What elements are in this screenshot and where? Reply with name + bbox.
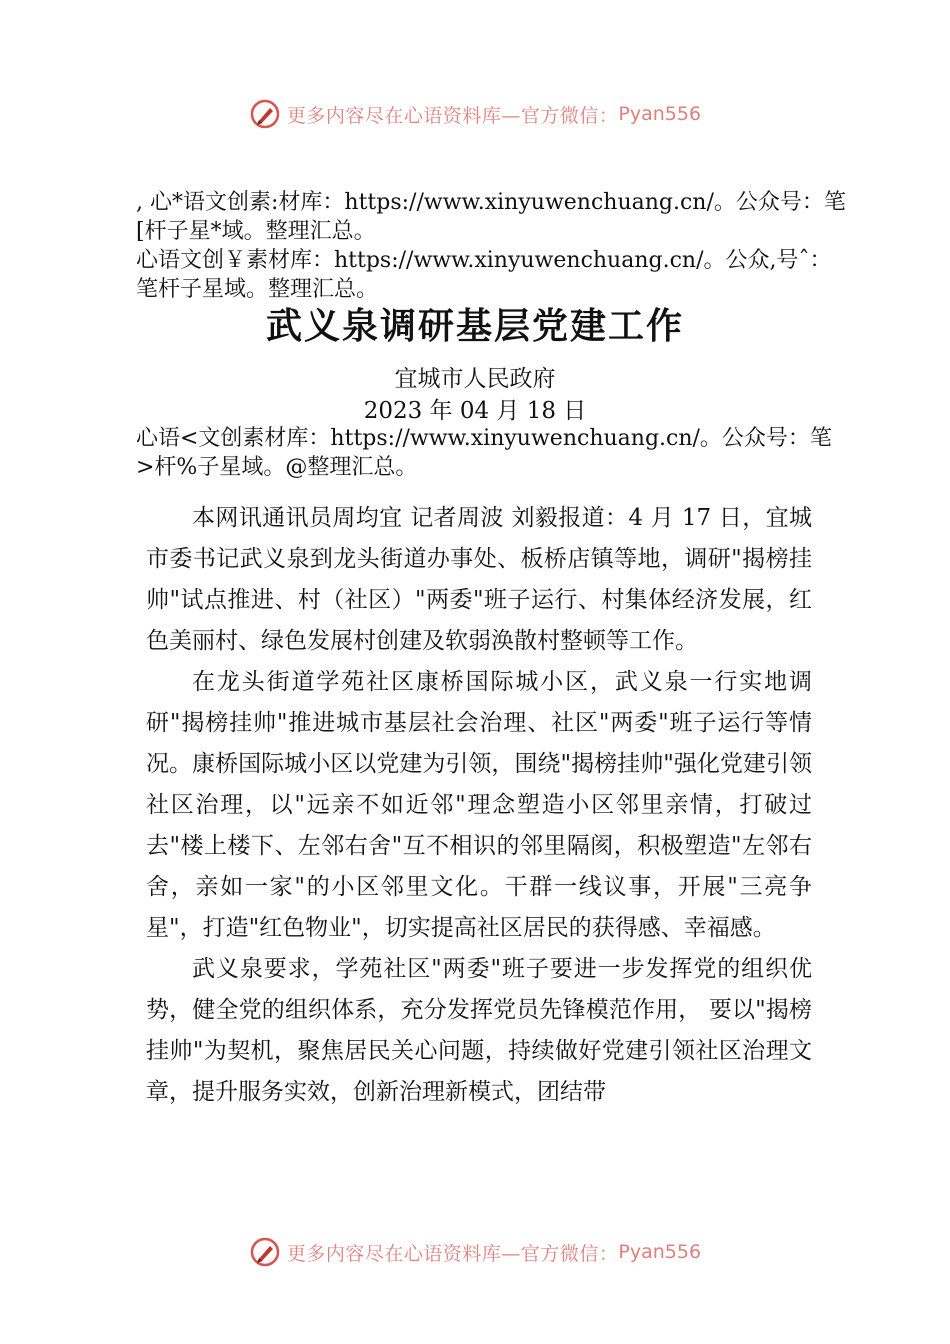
banner-text: 更多内容尽在心语资料库—官方微信：: [286, 1242, 619, 1265]
watermark-line: 心语<文创素材库：https://www.xinyuwenchuang.cn/。公众号：笔>杆%子星域。@整理汇总。: [136, 426, 832, 480]
article-date: 2023 年 04 月 18 日: [363, 398, 587, 424]
watermark-line: , 心*语文创素:材库：https://www.xinyuwenchuang.cn/。公众号：笔[杆子星*域。整理汇总。: [136, 190, 846, 244]
body-paragraph: 在龙头街道学苑社区康桥国际城小区，武义泉一行实地调研"揭榜挂帅"推进城市基层社会治理、社区"两委"班子运行等情况。康桥国际城小区以党建为引领，围绕"揭榜挂帅"强化党建引领社区治理，以"远亲不如近邻"理念塑造小区邻里亲情，打破过去"楼上楼下、左邻右舍"互不相识的邻里隔阂，积极塑造"左邻右舍，亲如一家"的小区邻里文化。干群一线议事，开展"三亮争星"，打造"红色物业"，切实提高社区居民的获得感、幸福感。: [146, 669, 812, 941]
article-body: [146, 498, 812, 1113]
article-title: 武义泉调研基层党建工作: [265, 306, 684, 347]
pen-logo-icon: [249, 98, 281, 130]
banner-text: 更多内容尽在心语资料库—官方微信：: [286, 104, 619, 127]
banner-wechat-id: Pyan556: [618, 103, 702, 125]
banner-wechat-id: Pyan556: [618, 1241, 702, 1263]
watermark-line: 心语文创￥素材库：https://www.xinyuwenchuang.cn/。公众,号ˆ：笔杆子星域。整理汇总。: [136, 248, 832, 302]
body-paragraph: 武义泉要求，学苑社区"两委"班子要进一步发挥党的组织优势，健全党的组织体系，充分发挥党员先锋模范作用， 要以"揭榜挂帅"为契机，聚焦居民关心问题，持续做好党建引领社区治理文章，提升服务实效，创新治理新模式，团结带: [146, 956, 812, 1105]
header-banner: [0, 94, 950, 134]
footer-banner: [0, 1232, 950, 1272]
article-org: 宜城市人民政府: [394, 366, 556, 392]
body-paragraph: 本网讯通讯员周均宜 记者周波 刘毅报道：4 月 17 日，宜城市委书记武义泉到龙头街道办事处、板桥店镇等地，调研"揭榜挂帅"试点推进、村（社区）"两委"班子运行、村集体经济发展，红色美丽村、绿色发展村创建及软弱涣散村整顿等工作。: [146, 505, 812, 654]
pen-logo-icon: [249, 1236, 281, 1268]
